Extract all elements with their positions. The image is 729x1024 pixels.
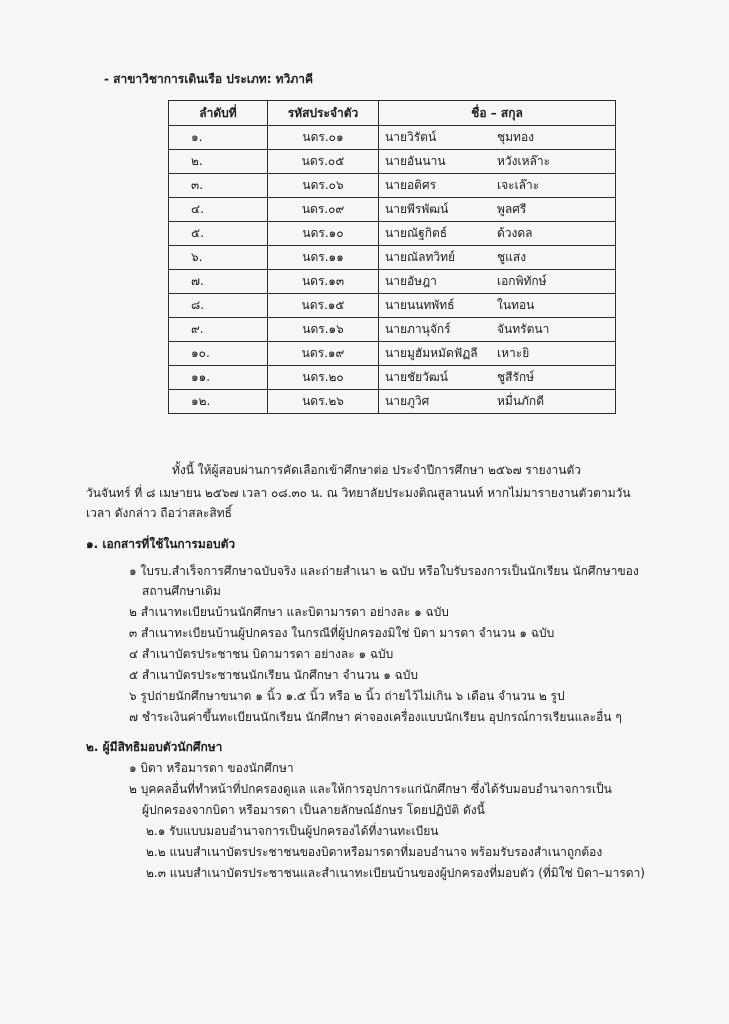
cell-code: นดร.๑๓ [268,270,379,294]
cell-order: ๗. [169,270,268,294]
guardian-item-2-2: ๒.๒ แนบสำเนาบัตรประชาชนของบิดาหรือมารดาที่มอบอำนาจ พร้อมรับรองสำเนาถูกต้อง [146,845,603,859]
docs-item-1: ๑ ใบรบ.สำเร็จการศึกษาฉบับจริง และถ่ายสำเนา ๒ ฉบับ หรือใบรับรองการเป็นนักเรียน นักศึกษาของ [129,564,639,578]
cell-name [379,390,616,414]
cell-code: นดร.๐๑ [268,126,379,150]
cell-order: ๖. [169,246,268,270]
cell-first-name: นายพีรพัฒน์ [385,202,449,216]
cell-last-name: ชูสีรักษ์ [497,370,535,384]
cell-code: นดร.๑๖ [268,318,379,342]
cell-name [379,246,616,270]
table-header-row [169,101,616,126]
cell-code: นดร.๐๖ [268,174,379,198]
cell-code: นดร.๑๙ [268,342,379,366]
table-row [169,150,616,174]
guardian-item-2: ๒ บุคคลอื่นที่ทำหน้าที่ปกครองดูแล และให้การอุปการะแก่นักศึกษา ซึ่งได้รับมอบอำนาจการเป็น [129,782,612,796]
table-row [169,342,616,366]
table-row [169,390,616,414]
cell-first-name: นายวิรัตน์ [385,130,437,144]
cell-name [379,126,616,150]
cell-first-name: นายณัลทวิทย์ [385,250,456,264]
docs-item-1-cont: สถานศึกษาเดิม [142,584,221,598]
cell-last-name: ด้วงดล [497,226,533,240]
cell-last-name: เจะเล๊าะ [497,178,540,192]
cell-name [379,174,616,198]
cell-first-name: นายอันนาน [385,154,446,168]
cell-code: นดร.๐๕ [268,150,379,174]
cell-name [379,294,616,318]
cell-name [379,366,616,390]
cell-last-name: เหาะยิ [497,346,530,360]
guardian-item-2-1: ๒.๑ รับแบบมอบอำนาจการเป็นผู้ปกครองได้ที่งานทะเบียน [146,824,439,838]
table-row [169,318,616,342]
table-row [169,246,616,270]
section-heading: - สาขาวิชาการเดินเรือ ประเภท: ทวิภาคี [104,72,313,86]
table-row [169,366,616,390]
cell-last-name: ชูแสง [497,250,527,264]
cell-name [379,318,616,342]
table-row [169,174,616,198]
cell-code: นดร.๑๕ [268,294,379,318]
docs-item-3: ๓ สำเนาทะเบียนบ้านผู้ปกครอง ในกรณีที่ผู้ปกครองมิใช่ บิดา มารดา จำนวน ๑ ฉบับ [129,626,555,640]
cell-first-name: นายภูวิศ [385,394,430,408]
cell-last-name: ในทอน [497,298,535,312]
cell-last-name: พูลศรี [497,202,527,216]
cell-code: นดร.๒๐ [268,366,379,390]
header-name: ชื่อ – สกุล [379,101,616,126]
cell-order: ๙. [169,318,268,342]
cell-first-name: นายนนทพัทธ์ [385,298,455,312]
cell-order: ๘. [169,294,268,318]
cell-order: ๑๐. [169,342,268,366]
cell-last-name: จันทรัตนา [497,322,550,336]
cell-name [379,342,616,366]
cell-code: นดร.๐๙ [268,198,379,222]
guardian-item-1: ๑ บิดา หรือมารดา ของนักศึกษา [129,761,294,775]
cell-code: นดร.๑๐ [268,222,379,246]
table-row [169,270,616,294]
cell-order: ๑๑. [169,366,268,390]
docs-item-4: ๔ สำเนาบัตรประชาชน บิดามารดา อย่างละ ๑ ฉบับ [129,647,394,661]
cell-name [379,222,616,246]
cell-first-name: นายภานุจักร์ [385,322,451,336]
table-row [169,198,616,222]
cell-first-name: นายอติศร [385,178,437,192]
cell-name [379,198,616,222]
cell-first-name: นายอัษฎา [385,274,437,288]
student-table [168,100,616,414]
guardian-item-2-cont: ผู้ปกครองจากบิดา หรือมารดา เป็นลายลักษณ์อักษร โดยปฏิบัติ ดังนี้ [142,803,485,817]
cell-name [379,150,616,174]
cell-last-name: หมื่นภักดี [497,394,544,408]
docs-item-2: ๒ สำเนาทะเบียนบ้านนักศึกษา และบิดามารดา อย่างละ ๑ ฉบับ [129,605,449,619]
cell-order: ๒. [169,150,268,174]
table-row [169,294,616,318]
guardian-heading: ๒. ผู้มีสิทธิมอบตัวนักศึกษา [86,740,223,754]
docs-item-5: ๕ สำเนาบัตรประชาชนนักเรียน นักศึกษา จำนวน ๑ ฉบับ [129,668,419,682]
cell-last-name: หวังเหล๊าะ [497,154,551,168]
notice-line-1: ทั้งนี้ ให้ผู้สอบผ่านการคัดเลือกเข้าศึกษาต่อ ประจำปีการศึกษา ๒๕๖๗ รายงานตัว [172,463,581,477]
cell-last-name: เอกพิทักษ์ [497,274,547,288]
cell-order: ๔. [169,198,268,222]
cell-name [379,270,616,294]
table-row [169,126,616,150]
notice-line-3: เวลา ดังกล่าว ถือว่าสละสิทธิ์ [86,506,232,520]
cell-order: ๑๒. [169,390,268,414]
cell-first-name: นายณัฐกิตธ์ [385,226,448,240]
table-row [169,222,616,246]
docs-heading: ๑. เอกสารที่ใช้ในการมอบตัว [86,537,236,551]
docs-item-7: ๗ ชำระเงินค่าขึ้นทะเบียนนักเรียน นักศึกษา ค่าจองเครื่องแบบนักเรียน อุปกรณ์การเรียนและอื่น ๆ [129,710,622,724]
cell-code: นดร.๑๑ [268,246,379,270]
docs-item-6: ๖ รูปถ่ายนักศึกษาขนาด ๑ นิ้ว ๑.๕ นิ้ว หรือ ๒ นิ้ว ถ่ายไว้ไม่เกิน ๖ เดือน จำนวน ๒ รูป [129,689,565,703]
cell-code: นดร.๒๖ [268,390,379,414]
notice-line-2: วันจันทร์ ที่ ๘ เมษายน ๒๕๖๗ เวลา ๐๘.๓๐ น. ณ วิทยาลัยประมงติณสูลานนท์ หากไม่มารายงานตัวตามวัน [86,486,631,500]
cell-order: ๕. [169,222,268,246]
guardian-item-2-3: ๒.๓ แนบสำเนาบัตรประชาชนและสำเนาทะเบียนบ้านของผู้ปกครองที่มอบตัว (ที่มิใช่ บิดา–มารดา) [146,866,645,880]
cell-order: ๓. [169,174,268,198]
header-code: รหัสประจำตัว [268,101,379,126]
cell-order: ๑. [169,126,268,150]
table-body [169,126,616,414]
header-order: ลำดับที่ [169,101,268,126]
cell-first-name: นายชัยวัฒน์ [385,370,448,384]
cell-first-name: นายมูฮัมหมัดฟัฏลี [385,346,478,360]
cell-last-name: ชุมทอง [497,130,535,144]
